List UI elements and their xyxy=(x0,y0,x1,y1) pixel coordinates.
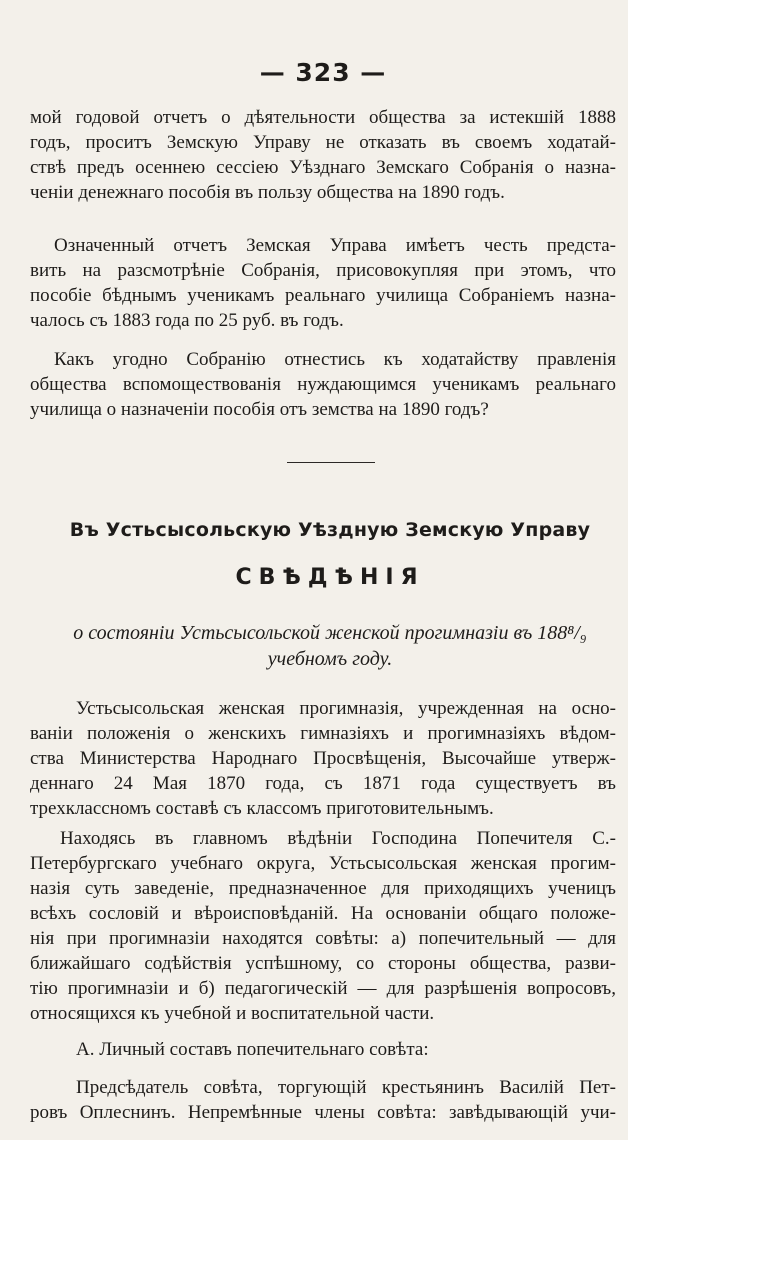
document-title: СВѢДѢНІЯ xyxy=(235,565,425,590)
paragraph-council-report xyxy=(30,233,616,333)
text-line: ствѣ предъ осеннею сессіею Уѣзднаго Земскаго Собранія о назна- xyxy=(30,157,616,178)
paragraph-question xyxy=(30,347,616,422)
text-line: Какъ угодно Собранію отнестись къ ходатайству правленія xyxy=(54,349,616,370)
text-line: ченіи денежнаго пособія въ пользу общества на 1890 годъ. xyxy=(30,182,505,203)
text-line: нія при прогимназіи находятся совѣты: а) попечительный — для xyxy=(30,928,616,949)
text-line: Петербургскаго учебнаго округа, Устьсысольская женская прогим- xyxy=(30,853,616,874)
text-line: Означенный отчетъ Земская Управа имѣетъ честь предста- xyxy=(54,235,616,256)
text-line: годъ, проситъ Земскую Управу не отказать въ своемъ ходатай- xyxy=(30,132,616,153)
text-line: Находясь въ главномъ вѣдѣніи Господина Попечителя С.- xyxy=(60,828,616,849)
paragraph-administration xyxy=(30,826,616,1026)
paragraph-chairman xyxy=(30,1075,616,1125)
text-line: Устьсысольская женская прогимназія, учрежденная на осно- xyxy=(76,698,616,719)
text-line: назія суть заведеніе, предназначенное для приходящихъ ученицъ xyxy=(30,878,616,899)
text-line: училища о назначеніи пособія отъ земства на 1890 годъ? xyxy=(30,399,489,420)
text-line: общества вспомоществованія нуждающимся ученикамъ реальнаго xyxy=(30,374,616,395)
page-number: — 323 — xyxy=(259,58,387,87)
document-subtitle-continued: учебномъ году. xyxy=(267,648,393,670)
text-line: Предсѣдатель совѣта, торгующій крестьянинъ Василій Пет- xyxy=(76,1077,616,1098)
text-line: ближайшаго содѣйствія успѣшному, со стороны общества, разви- xyxy=(30,953,616,974)
text-line: вить на разсмотрѣніе Собранія, присовокупляя при этомъ, что xyxy=(30,260,616,281)
text-line: чалось съ 1883 года по 25 руб. въ годъ. xyxy=(30,310,344,331)
section-a-heading xyxy=(30,1037,616,1062)
text-line: тію прогимназіи и б) педагогическій — для разрѣшенія вопросовъ, xyxy=(30,978,616,999)
text-line: пособіе бѣднымъ ученикамъ реальнаго училища Собраніемъ назна- xyxy=(30,285,616,306)
text-line: ровъ Оплеснинъ. Непремѣнные члены совѣта: завѣдывающій учи- xyxy=(30,1102,616,1123)
text-line: мой годовой отчетъ о дѣятельности общества за истекшій 1888 xyxy=(30,107,616,128)
section-divider xyxy=(287,462,375,463)
paragraph-report-request xyxy=(30,105,616,205)
text-line: относящихся къ учебной и воспитательной части. xyxy=(30,1003,435,1024)
text-line: А. Личный составъ попечительнаго совѣта: xyxy=(76,1039,429,1060)
document-subtitle: о состояніи Устьсысольской женской прогимназіи въ 188⁸/₉ xyxy=(73,622,587,644)
text-line: всѣхъ сословій и вѣроисповѣданій. На основаніи общаго положе- xyxy=(30,903,616,924)
text-line: трехклассномъ составѣ съ классомъ приготовительнымъ. xyxy=(30,798,494,819)
text-line: деннаго 24 Мая 1870 года, съ 1871 года существуетъ въ xyxy=(30,773,616,794)
addressee-heading: Въ Устьсысольскую Уѣздную Земскую Управу xyxy=(69,519,591,541)
paragraph-founding xyxy=(30,696,616,821)
text-line: ства Министерства Народнаго Просвѣщенія, Высочайше утверж- xyxy=(30,748,616,769)
page-margin xyxy=(628,0,774,1264)
text-line: ваніи положенія о женскихъ гимназіяхъ и прогимназіяхъ вѣдом- xyxy=(30,723,616,744)
